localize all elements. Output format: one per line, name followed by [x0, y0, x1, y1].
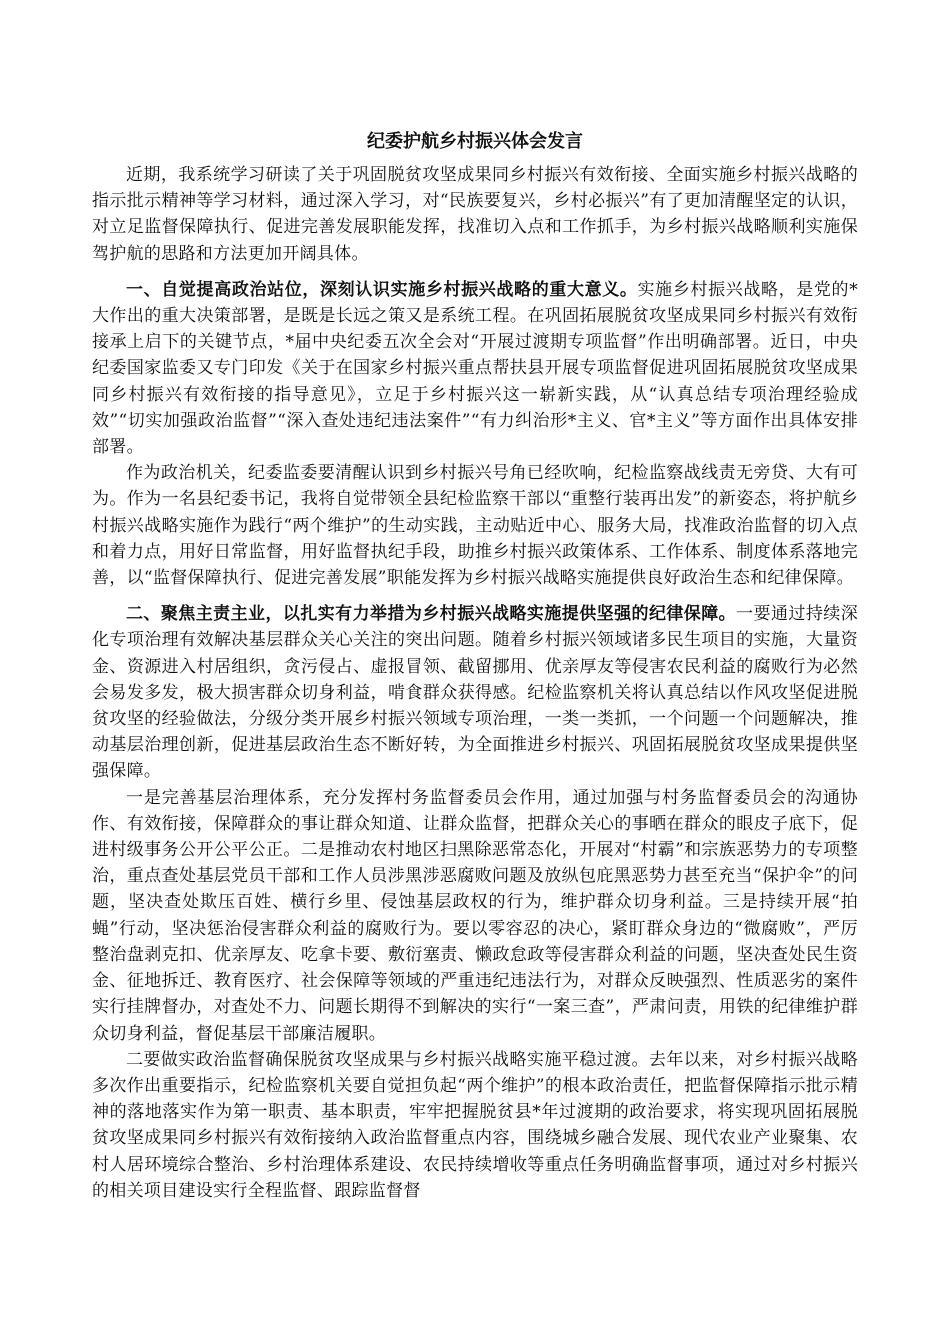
paragraph-text: 作为政治机关，纪委监委要清醒认识到乡村振兴号角已经吹响，纪检监察战线责无旁贷、大有可为。作为一名县纪委书记，我将自觉带领全县纪检监察干部以“重整行装再出发”的新姿态，将护航乡村振兴战略实施作为践行“两个维护”的生动实践，主动贴近中心、服务大局，找准政治监督的切入点和着力点，用好日常监督，用好监督执纪手段，助推乡村振兴政策体系、工作体系、制度体系落地完善，以“监督保障执行、促进完善发展”职能发挥为乡村振兴战略实施提供良好政治生态和纪律保障。 — [92, 463, 858, 589]
page-title: 纪委护航乡村振兴体会发言 — [367, 131, 583, 152]
paragraph-text: 近期，我系统学习研读了关于巩固脱贫攻坚成果同乡村振兴有效衔接、全面实施乡村振兴战略的指示批示精神等学习材料，通过深入学习，对“民族要复兴，乡村必振兴”有了更加清醒坚定的认识，对立足监督保障执行、促进完善发展职能发挥，找准切入点和工作抓手，为乡村振兴战略顺利实施保驾护航的思路和方法更加开阔具体。 — [92, 165, 858, 264]
paragraph-text: 一要通过持续深化专项治理有效解决基层群众关心关注的突出问题。随着乡村振兴领域诸多民生项目的实施，大量资金、资源进入村居组织，贪污侵占、虚报冒领、截留挪用、优亲厚友等侵害农民利益的腐败行为必然会易发多发，极大损害群众切身利益，啃食群众获得感。纪检监察机关将认真总结以作风攻坚促进脱贫攻坚的经验做法，分级分类开展乡村振兴领域专项治理，一类一类抓，一个问题一个问题解决，推动基层治理创新，促进基层政治生态不断好转，为全面推进乡村振兴、巩固拓展脱贫攻坚成果提供坚强保障。 — [92, 604, 858, 782]
paragraph-section-1 — [92, 277, 858, 460]
paragraph-text: 一是完善基层治理体系，充分发挥村务监督委员会作用，通过加强与村务监督委员会的沟通协作、有效衔接，保障群众的事让群众知道、让群众监督，把群众关心的事晒在群众的眼皮子底下，促进村级事务公开公平公正。二是推动农村地区扫黑除恶常态化，开展对“村霸”和宗族恶势力的专项整治，重点查处基层党员干部和工作人员涉黑涉恶腐败问题及放纵包庇黑恶势力甚至充当“保护伞”的问题，坚决查处欺压百姓、横行乡里、侵蚀基层政权的行为，维护群众切身利益。三是持续开展“拍蝇”行动，坚决惩治侵害群众利益的腐败行为。要以零容忍的决心，紧盯群众身边的“微腐败”，严厉整治盘剥克扣、优亲厚友、吃拿卡要、敷衍塞责、懒政怠政等侵害群众利益的问题，坚决查处民生资金、征地拆迁、教育医疗、社会保障等领域的严重违纪违法行为，对群众反映强烈、性质恶劣的案件实行挂牌督办，对查处不力、问题长期得不到解决的实行“一案三查”，严肃问责，用铁的纪律维护群众切身利益，督促基层干部廉洁履职。 — [92, 787, 858, 1044]
paragraph-governance-measures — [92, 785, 858, 1047]
document-page — [92, 128, 858, 1204]
paragraph-text: 实施乡村振兴战略，是党的*大作出的重大决策部署，是既是长远之策又是系统工程。在巩固拓展脱贫攻坚成果同乡村振兴有效衔接承上启下的关键节点，*届中央纪委五次全会对“开展过渡期专项监督”作出明确部署。近日，中央纪委国家监委又专门印发《关于在国家乡村振兴重点帮扶县开展专项监督促进巩固拓展脱贫攻坚成果同乡村振兴有效衔接的指导意见》，立足于乡村振兴这一崭新实践，从“认真总结专项治理经验成效”“切实加强政治监督”“深入查处违纪违法案件”“有力纠治形*主义、官*主义”等方面作出具体安排部署。 — [92, 279, 858, 458]
paragraph-text: 二要做实政治监督确保脱贫攻坚成果与乡村振兴战略实施平稳过渡。去年以来，对乡村振兴战略多次作出重要指示，纪检监察机关要自觉担负起“两个维护”的根本政治责任，把监督保障指示批示精神的落地落实作为第一职责、基本职责，牢牢把握脱贫县*年过渡期的政治要求，将实现巩固拓展脱贫攻坚成果同乡村振兴有效衔接纳入政治监督重点内容，围绕城乡融合发展、现代农业产业聚集、农村人居环境综合整治、乡村治理体系建设、农民持续增收等重点任务明确监督事项，通过对乡村振兴的相关项目建设实行全程监督、跟踪监督督 — [92, 1049, 858, 1201]
paragraph-political-supervision — [92, 1047, 858, 1204]
paragraph-section-2 — [92, 601, 858, 784]
paragraph-political-organ — [92, 460, 858, 591]
section-heading-1: 一、自觉提高政治站位，深刻认识实施乡村振兴战略的重大意义。 — [126, 279, 638, 300]
paragraph-intro — [92, 162, 858, 267]
section-heading-2: 二、聚焦主责主业，以扎实有力举措为乡村振兴战略实施提供坚强的纪律保障。 — [126, 604, 737, 625]
